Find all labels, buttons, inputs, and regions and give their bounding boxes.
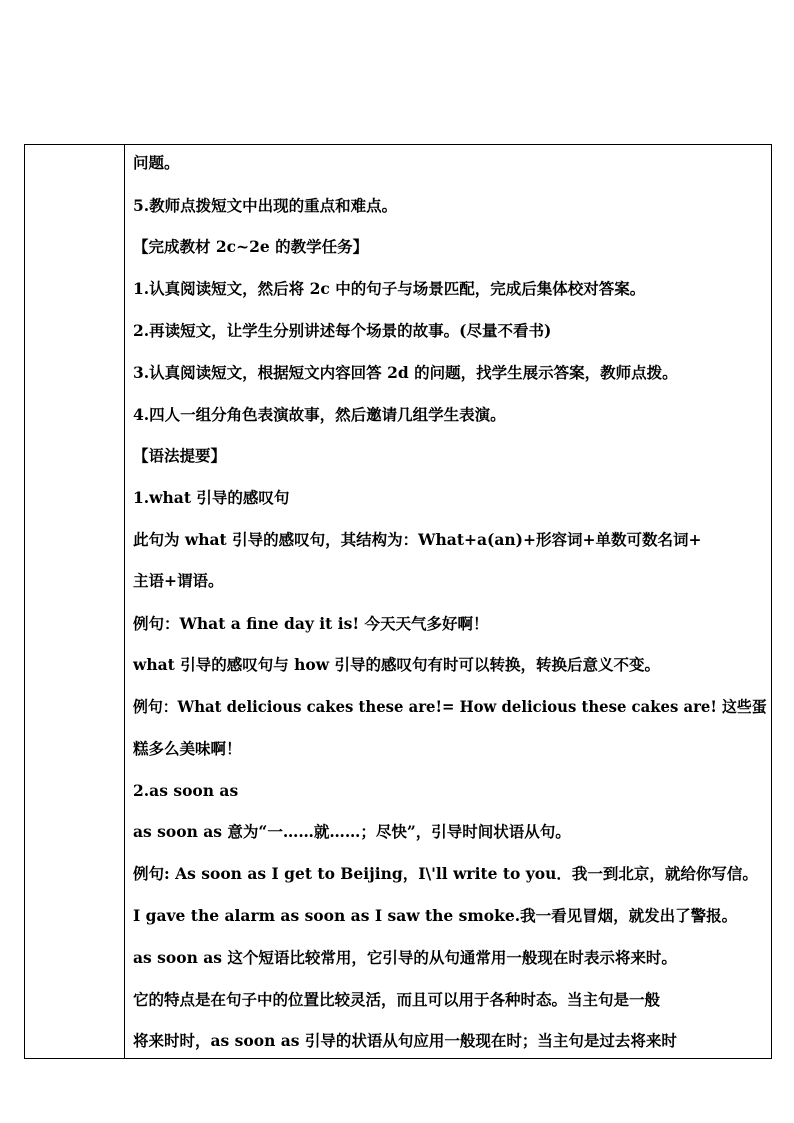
example-line: I gave the alarm as soon as I saw the smoke.我一看见冒烟，就发出了警报。 [133, 906, 738, 925]
subheading: 2.as soon as [133, 781, 239, 800]
text-line: 将来时时，as soon as 引导的状语从句应用一般现在时；当主句是过去将来时 [133, 1031, 677, 1050]
example-line: 例句：What a fine day it is! 今天天气多好啊！ [133, 614, 489, 633]
text-line: 5.教师点拨短文中出现的重点和难点。 [133, 196, 398, 215]
text-line: 2.再读短文，让学生分别讲述每个场景的故事。(尽量不看书) [133, 321, 552, 340]
subheading: 1.what 引导的感叹句 [133, 488, 290, 507]
text-line: 糕多么美味啊！ [133, 739, 242, 758]
text-line: as soon as 这个短语比较常用，它引导的从句通常用一般现在时表示将来时。 [133, 948, 677, 967]
text-line: 此句为 what 引导的感叹句，其结构为：What+a(an)+形容词+单数可数名词+ [133, 530, 702, 549]
text-line: 4.四人一组分角色表演故事，然后邀请几组学生表演。 [133, 405, 506, 424]
table-left-column [25, 145, 125, 1058]
example-line: 例句：What delicious cakes these are!= How delicious these cakes are! 这些蛋 [133, 697, 767, 716]
text-line: as soon as 意为“一……就……；尽快”，引导时间状语从句。 [133, 822, 571, 841]
text-line: 3.认真阅读短文，根据短文内容回答 2d 的问题，找学生展示答案，教师点拨。 [133, 363, 678, 382]
text-line: 1.认真阅读短文，然后将 2c 中的句子与场景匹配，完成后集体校对答案。 [133, 279, 646, 298]
text-line: 问题。 [133, 153, 180, 172]
content-table [24, 144, 772, 1059]
section-heading: 【语法提要】 [133, 446, 227, 465]
section-heading: 【完成教材 2c~2e 的教学任务】 [133, 237, 369, 256]
text-line: 主语+谓语。 [133, 571, 224, 590]
text-line: what 引导的感叹句与 how 引导的感叹句有时可以转换，转换后意义不变。 [133, 655, 660, 674]
example-line: 例句: As soon as I get to Beijing，I\'ll write to you．我一到北京，就给你写信。 [133, 864, 758, 883]
text-line: 它的特点是在句子中的位置比较灵活，而且可以用于各种时态。当主句是一般 [133, 990, 661, 1009]
